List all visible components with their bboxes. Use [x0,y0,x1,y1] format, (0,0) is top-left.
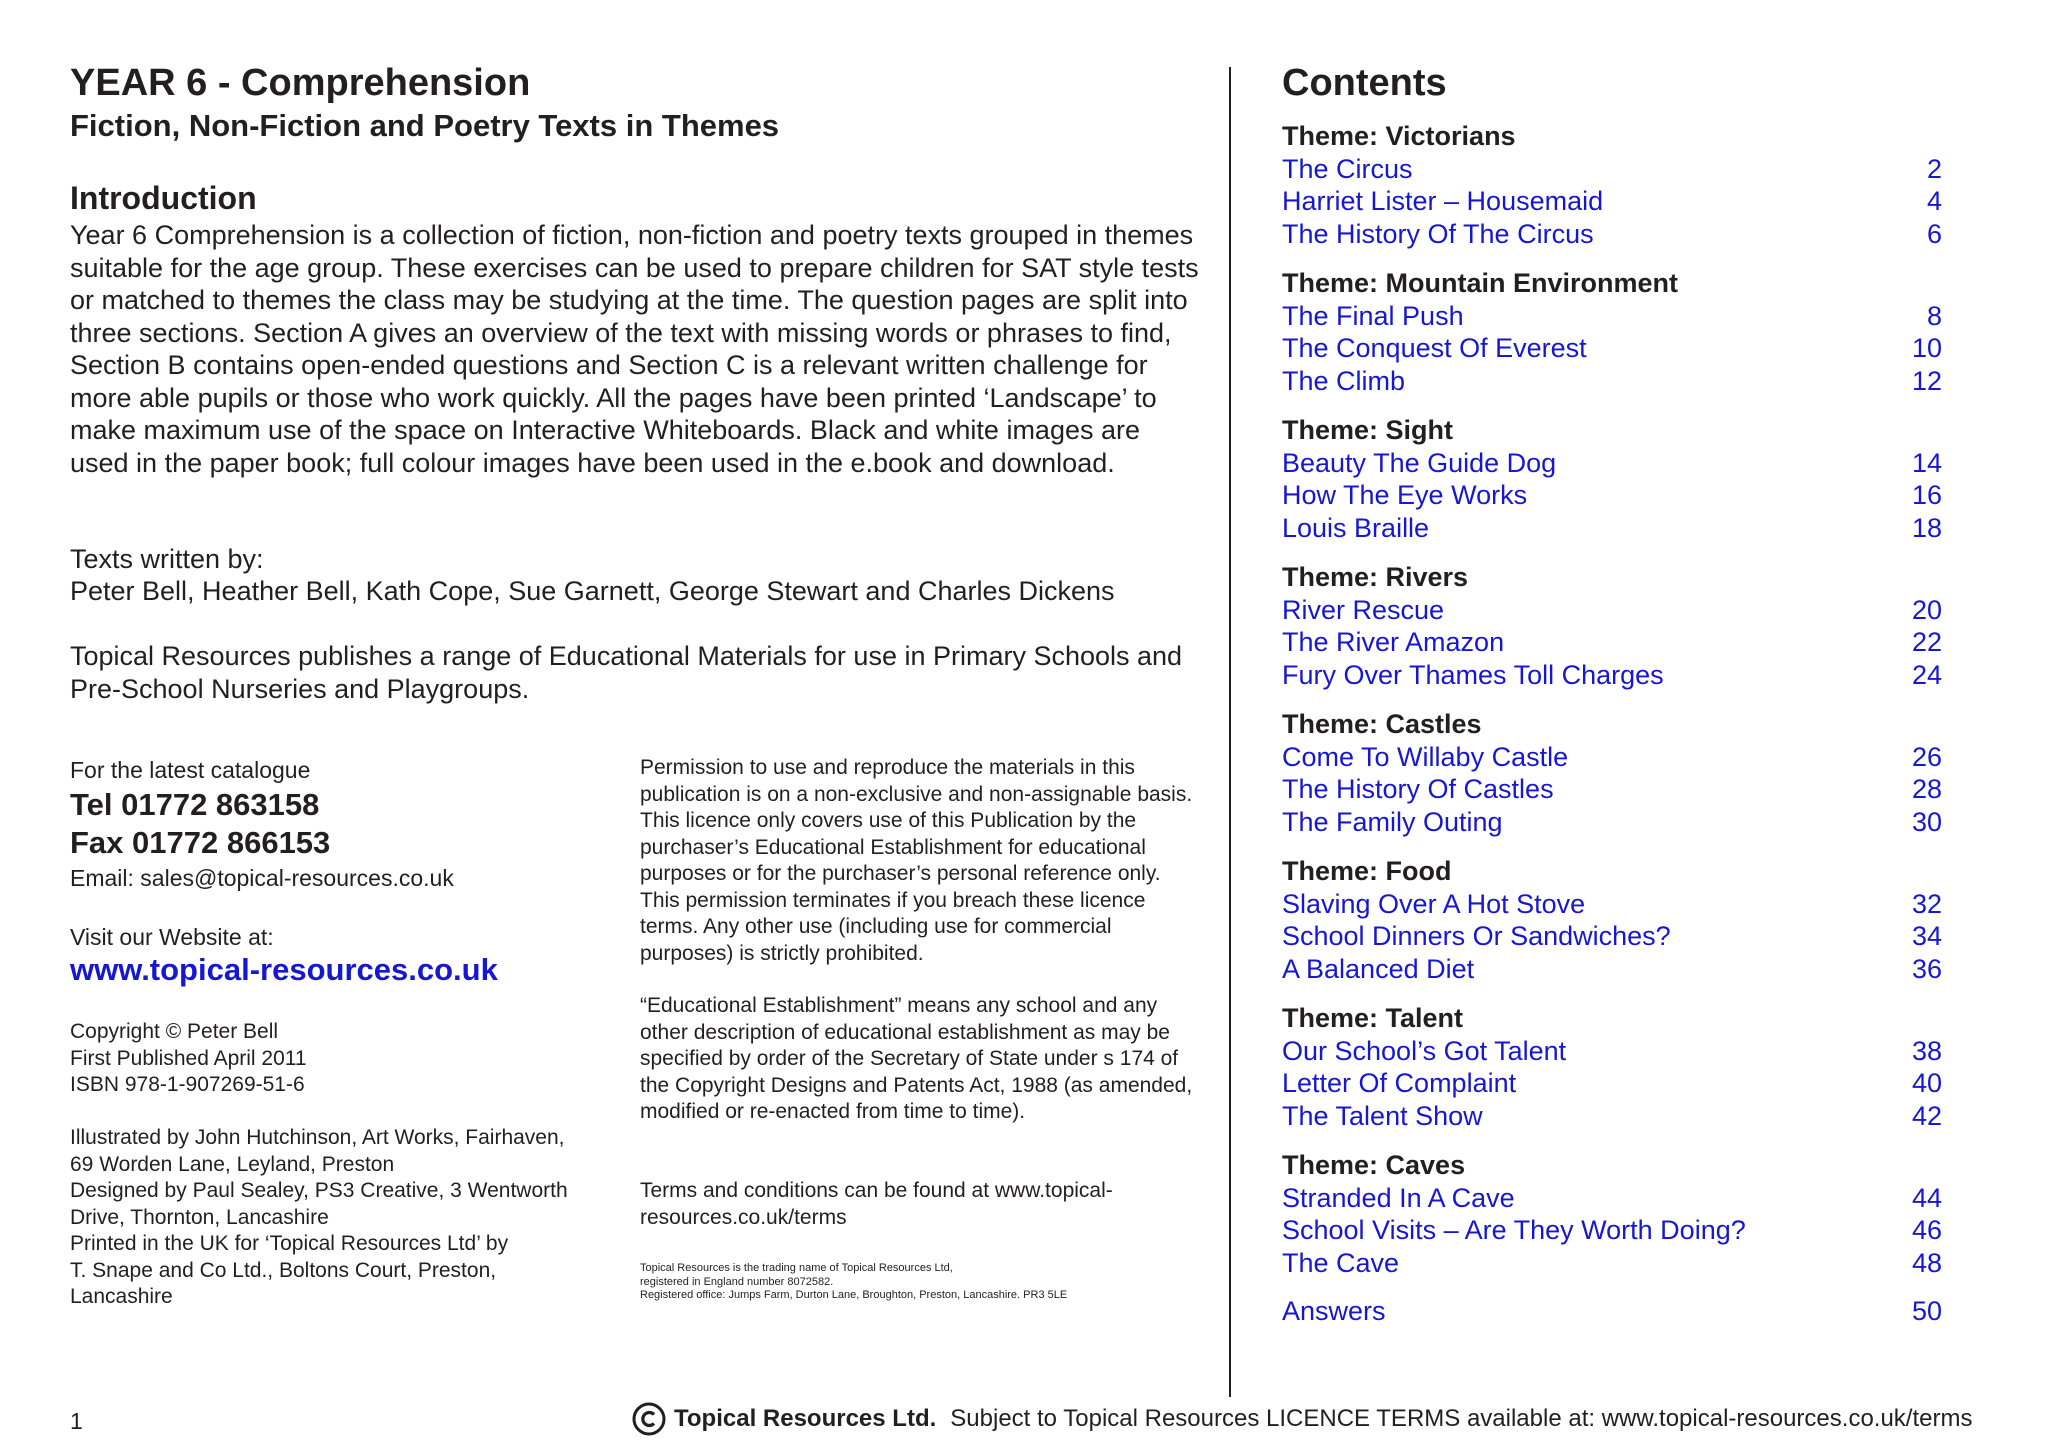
toc-entry-title: Beauty The Guide Dog [1282,447,1557,478]
fax-number: Fax 01772 866153 [70,825,331,860]
toc-entry[interactable] [1282,1214,1942,1247]
toc-entry-page: 50 [1911,1296,1942,1326]
copyright-line: Copyright © Peter Bell [70,1020,279,1043]
toc-entry-title: Harriet Lister – Housemaid [1282,186,1604,216]
toc-entry-title: Stranded In A Cave [1282,1182,1515,1213]
credits-line: Designed by Paul Sealey, PS3 Creative, 3 Wentworth [70,1179,568,1202]
toc-entry[interactable] [1282,1100,1942,1133]
fine-print-line: registered in England number 8072582. [640,1275,834,1288]
toc-theme-rivers [1282,561,1942,691]
toc-entry[interactable] [1282,1035,1942,1068]
toc-entry-page: 46 [1911,1215,1942,1245]
toc-entry[interactable] [1282,806,1942,839]
column-divider [1229,67,1231,1397]
toc-entry-title: The Climb [1282,365,1406,396]
toc-entry-page: 18 [1911,512,1942,543]
toc-entry[interactable] [1282,741,1942,774]
terms-and-conditions-text: Terms and conditions can be found at www.topical-resources.co.uk/terms [640,1179,1113,1229]
toc-entry-title: Letter Of Complaint [1282,1068,1517,1098]
educational-establishment-definition: “Educational Establishment” means any school and any other description of educational establishment as may be specified by order of the Secretary of State under s 174 of the Copyright Designs and Patents Act, 1988 (as amended, modified or re-enacted from time to time). [640,994,1193,1123]
fine-print-line: Topical Resources is the trading name of Topical Resources Ltd, [640,1262,953,1274]
toc-entry-title: How The Eye Works [1282,480,1528,510]
authors-list: Peter Bell, Heather Bell, Kath Cope, Sue Garnett, George Stewart and Charles Dickens [70,576,1115,606]
toc-theme-castles [1282,708,1942,838]
credits-block [70,1125,568,1311]
toc-entry-title: Fury Over Thames Toll Charges [1282,659,1664,690]
theme-heading: Theme: Mountain Environment [1282,268,1679,298]
toc-entry[interactable] [1282,185,1942,218]
toc-entry-title: The Family Outing [1282,806,1503,837]
page-subtitle: Fiction, Non-Fiction and Poetry Texts in Themes [70,108,780,143]
toc-entry-page: 24 [1911,659,1942,690]
toc-entry-page: 36 [1911,953,1942,984]
contents-title: Contents [1282,62,1447,104]
credits-line: T. Snape and Co Ltd., Boltons Court, Preston, [70,1258,497,1282]
toc-entry[interactable] [1282,888,1942,921]
fine-print-line: Registered office: Jumps Farm, Durton Lane, Broughton, Preston, Lancashire. PR3 5LE [640,1289,1068,1301]
toc-entry[interactable] [1282,447,1942,480]
theme-heading: Theme: Talent [1282,1003,1464,1033]
contact-block [70,756,498,989]
toc-entry-title: The History Of Castles [1282,774,1554,804]
credits-line: Printed in the UK for ‘Topical Resources Ltd’ by [70,1232,509,1255]
registration-fine-print [640,1262,1067,1303]
email-address: Email: sales@topical-resources.co.uk [70,865,454,891]
toc-entry[interactable] [1282,512,1942,545]
toc-entry[interactable] [1282,153,1942,186]
toc-entry-page: 22 [1911,627,1942,657]
toc-entry[interactable] [1282,332,1942,365]
toc-entry[interactable] [1282,1182,1942,1215]
theme-heading: Theme: Victorians [1282,121,1516,151]
toc-theme-sight [1282,414,1942,544]
introduction-heading: Introduction [70,180,257,216]
toc-entry-page: 20 [1911,594,1942,625]
toc-theme-talent [1282,1002,1942,1132]
toc-entry[interactable] [1282,365,1942,398]
toc-entry-title: School Dinners Or Sandwiches? [1282,921,1671,951]
theme-heading: Theme: Sight [1282,415,1454,445]
copyright-icon [632,1402,666,1436]
toc-theme-victorians [1282,120,1942,250]
toc-entry[interactable] [1282,479,1942,512]
toc-entry-title: The Cave [1282,1247,1400,1278]
toc-entry-page: 30 [1911,806,1942,837]
toc-entry-title: The Conquest Of Everest [1282,333,1587,363]
copyright-block [70,1019,307,1099]
toc-entry[interactable] [1282,953,1942,986]
toc-entry-page: 14 [1911,447,1942,478]
toc-entry-title: The Final Push [1282,300,1464,331]
catalogue-label: For the latest catalogue [70,757,311,783]
toc-entry-title: Come To Willaby Castle [1282,741,1569,772]
toc-entry-page: 4 [1926,186,1942,216]
toc-entry-page: 48 [1911,1247,1942,1278]
footer-company-name: Topical Resources Ltd. [674,1405,937,1432]
footer-licence-text: Subject to Topical Resources LICENCE TERMS available at: www.topical-resources.co.uk/terms [950,1405,1973,1432]
website-link[interactable]: www.topical-resources.co.uk [70,952,498,987]
telephone-number: Tel 01772 863158 [70,787,320,822]
toc-entry[interactable] [1282,773,1942,806]
footer-licence-line [632,1397,1972,1441]
isbn-line: ISBN 978-1-907269-51-6 [70,1073,305,1096]
introduction-text: Year 6 Comprehension is a collection of fiction, non-fiction and poetry texts grouped in themes suitable for the age group. These exercises can be used to prepare children for SAT style tests or matched to themes the class may be studying at the time. The question pages are split into three sections. Section A gives an overview of the text with missing words or phrases to find, Section B contains open-ended questions and Section C is a relevant written challenge for more able pupils or those who work quickly. All the pages have been printed ‘Landscape’ to make maximum use of the space on Interactive Whiteboards. Black and white images are used in the paper book; full colour images have been used in the e.book and download. [70,220,1199,478]
toc-entry-page: 40 [1911,1068,1942,1098]
toc-entry[interactable] [1282,300,1942,333]
toc-entry-page: 38 [1911,1035,1942,1066]
credits-line: Lancashire [70,1285,173,1308]
toc-theme-caves [1282,1149,1942,1279]
theme-heading: Theme: Rivers [1282,562,1469,592]
toc-entry-page: 12 [1911,365,1942,396]
toc-theme-mountain-environment [1282,267,1942,397]
toc-entry-title: The History Of The Circus [1282,218,1594,249]
first-published-line: First Published April 2011 [70,1046,307,1070]
toc-answers [1282,1295,1942,1328]
toc-entry-title: Answers [1282,1296,1386,1326]
toc-entry-page: 6 [1926,218,1942,249]
toc-entry[interactable] [1282,1067,1942,1100]
toc-entry-page: 42 [1911,1100,1942,1131]
toc-entry[interactable] [1282,626,1942,659]
authors-label: Texts written by: [70,544,264,574]
toc-entry-page: 10 [1911,333,1942,363]
toc-entry[interactable] [1282,1247,1942,1280]
toc-entry-page: 32 [1911,888,1942,919]
toc-entry-title: The River Amazon [1282,627,1505,657]
page-title: YEAR 6 - Comprehension [70,62,531,104]
toc-entry-page: 16 [1911,480,1942,510]
toc-entry-title: The Talent Show [1282,1100,1483,1131]
website-label: Visit our Website at: [70,924,274,950]
publisher-statement: Topical Resources publishes a range of Educational Materials for use in Primary Schools and Pre-School Nurseries and Playgroups. [70,641,1183,704]
toc-entry[interactable] [1282,920,1942,953]
toc-entry-answers[interactable] [1282,1295,1942,1328]
licence-permission-text: Permission to use and reproduce the materials in this publication is on a non-exclusive and non-assignable basis. This licence only covers use of this Publication by the purchaser’s Educational Establishment for educational purposes or for the purchaser’s personal reference only. This permission terminates if you breach these licence terms. Any other use (including use for commercial purposes) is strictly prohibited. [640,756,1193,965]
toc-entry-title: Louis Braille [1282,512,1430,543]
toc-entry-title: River Rescue [1282,594,1445,625]
toc-entry[interactable] [1282,659,1942,692]
toc-entry-title: The Circus [1282,153,1413,184]
toc-entry[interactable] [1282,594,1942,627]
toc-entry-title: A Balanced Diet [1282,953,1475,984]
toc-entry-page: 28 [1911,774,1942,804]
toc-entry-title: Slaving Over A Hot Stove [1282,888,1586,919]
toc-entry-page: 26 [1911,741,1942,772]
credits-line: Drive, Thornton, Lancashire [70,1205,329,1229]
page-number: 1 [70,1408,83,1434]
theme-heading: Theme: Castles [1282,709,1482,739]
toc-entry-page: 8 [1926,300,1942,331]
theme-heading: Theme: Caves [1282,1150,1466,1180]
toc-entry-title: Our School’s Got Talent [1282,1035,1567,1066]
toc-theme-food [1282,855,1942,985]
toc-entry-title: School Visits – Are They Worth Doing? [1282,1215,1746,1245]
credits-line: Illustrated by John Hutchinson, Art Works, Fairhaven, [70,1126,565,1149]
toc-entry-page: 2 [1926,153,1942,184]
toc-entry-page: 44 [1911,1182,1942,1213]
theme-heading: Theme: Food [1282,856,1452,886]
toc-entry[interactable] [1282,218,1942,251]
credits-line: 69 Worden Lane, Leyland, Preston [70,1152,395,1176]
toc-entry-page: 34 [1911,921,1942,951]
